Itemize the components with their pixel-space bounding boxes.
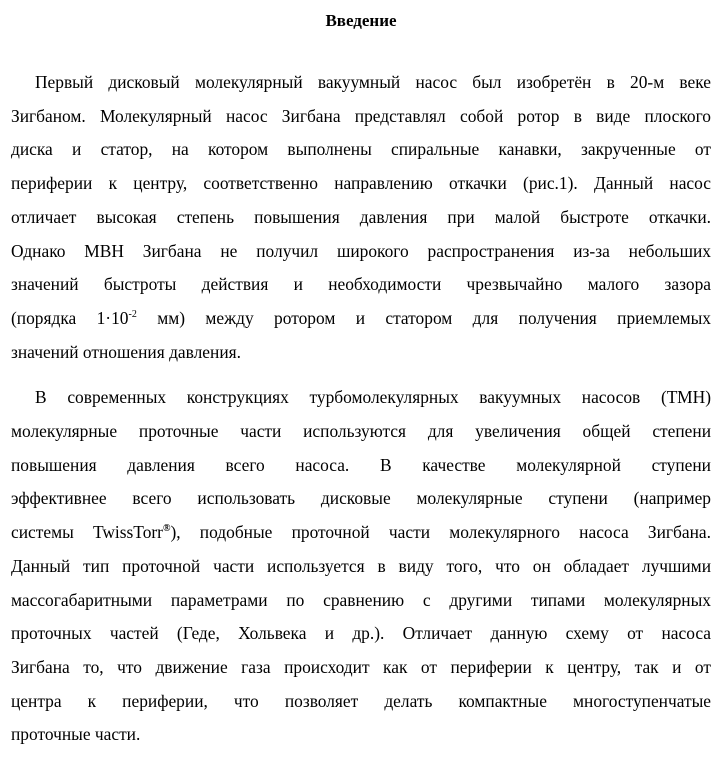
text-line: отличает высокая степень повышения давления при малой быстроте откачки. [11, 206, 711, 227]
paragraph-1 [11, 66, 711, 369]
text-line-with-exponent [11, 302, 711, 336]
text-line: молекулярные проточные части используются для увеличения общей степени [11, 421, 711, 442]
text-line: Зигбана то, что движение газа происходит как от периферии к центру, так и от [11, 656, 711, 677]
text-line: Зигбаном. Молекулярный насос Зигбана представлял собой ротор в виде плоского [11, 105, 711, 126]
text-line: значений быстроты действия и необходимости чрезвычайно малого зазора [11, 274, 711, 295]
text-line: Первый дисковый молекулярный вакуумный насос был изобретён в 20-м веке [35, 72, 711, 92]
text-line: центра к периферии, что позволяет делать компактные многоступенчатые [11, 690, 711, 711]
text-fragment: мм) между ротором и статором для получения приемлемых [136, 307, 711, 328]
text-line: периферии к центру, соответственно направлению откачки (рис.1). Данный насос [11, 173, 711, 194]
text-line: значений отношения давления. [11, 341, 241, 362]
text-line: эффективнее всего использовать дисковые молекулярные ступени (например [11, 488, 711, 509]
paragraph-2 [11, 381, 711, 752]
text-line-with-trademark [11, 516, 711, 550]
text-line: диска и статор, на котором выполнены спиральные канавки, закрученные от [11, 139, 711, 160]
text-line: проточные части. [11, 724, 141, 745]
registered-trademark-mark: ® [162, 523, 171, 535]
exponent: -2 [128, 308, 137, 320]
text-fragment: ), подобные проточной части молекулярного насоса Зигбана. [170, 522, 711, 543]
text-line: повышения давления всего насоса. В качестве молекулярной ступени [11, 454, 711, 475]
text-line: Однако МВН Зигбана не получил широкого распространения из-за небольших [11, 240, 711, 261]
text-line: В современных конструкциях турбомолекулярных вакуумных насосов (ТМН) [35, 387, 711, 408]
text-line: Данный тип проточной части используется в виду того, что он обладает лучшими [11, 555, 711, 576]
text-line: проточных частей (Геде, Хольвека и др.). Отличает данную схему от насоса [11, 623, 711, 644]
text-line: массогабаритными параметрами по сравнению с другими типами молекулярных [11, 589, 711, 610]
page-title: Введение [325, 11, 397, 30]
text-fragment: (порядка 1·10 [11, 307, 129, 328]
text-fragment: системы TwissTorr [11, 522, 163, 543]
